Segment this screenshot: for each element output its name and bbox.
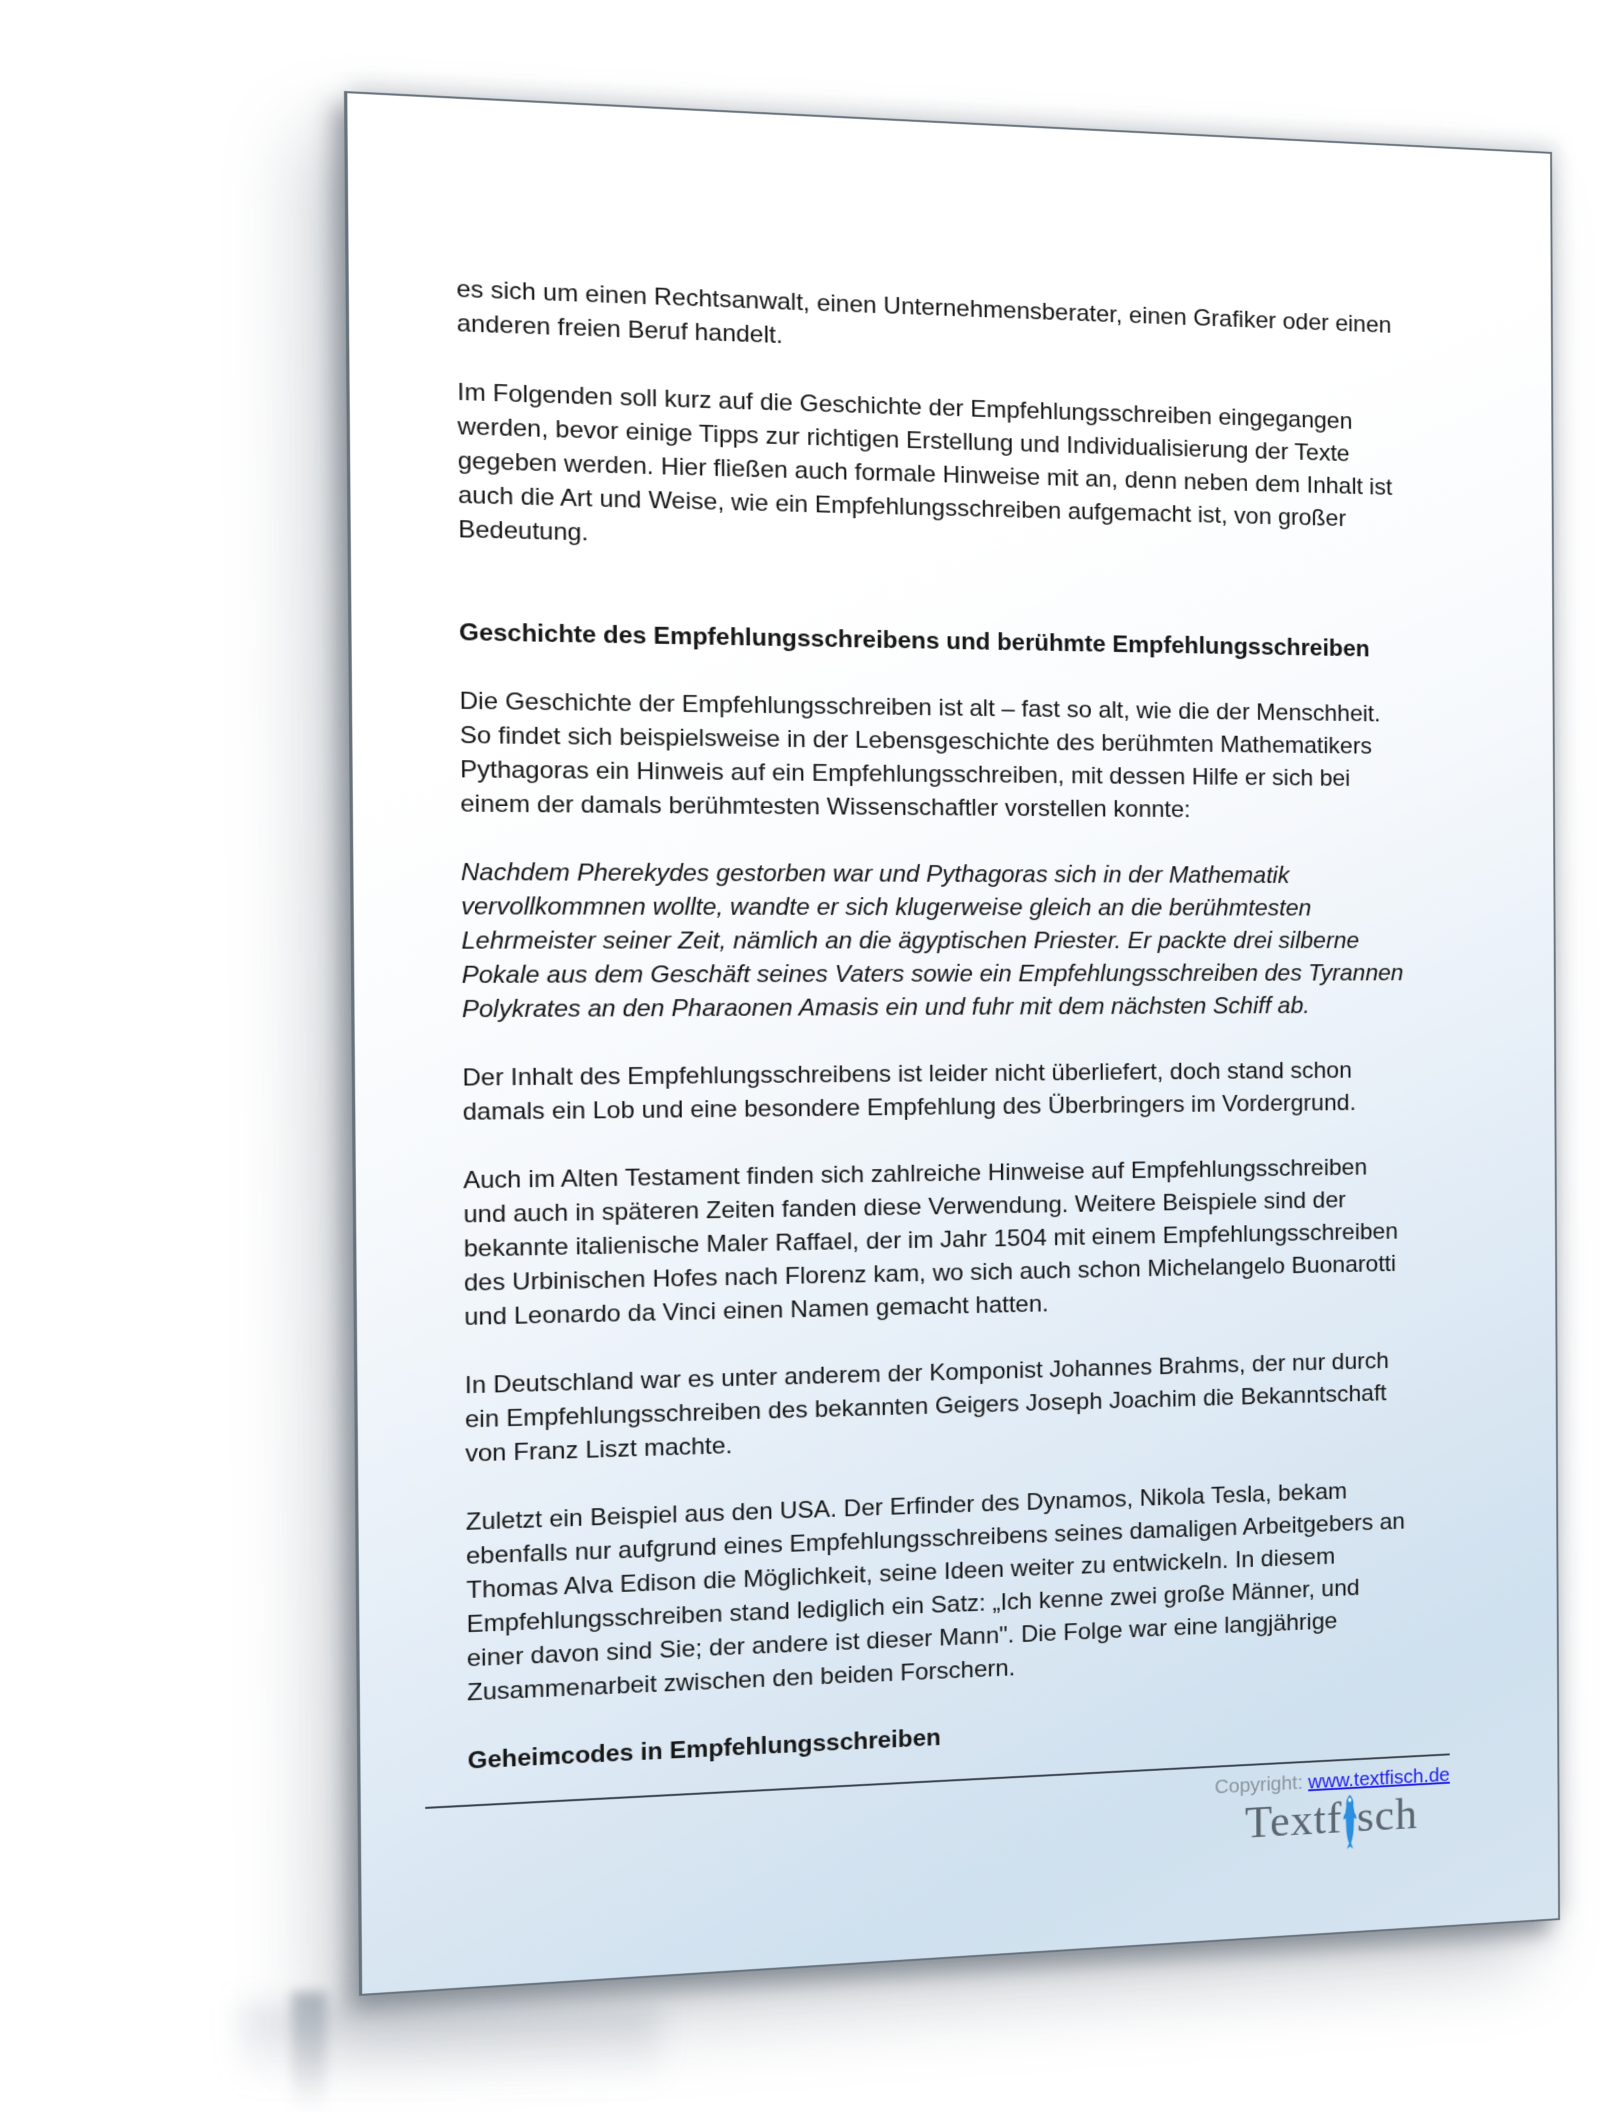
page-reflection-shadow [240, 2005, 660, 2085]
section-heading: Geheimcodes in Empfehlungsschreiben [467, 1724, 941, 1775]
section-heading: Geschichte des Empfehlungsschreibens und berühmte Empfehlungsschreiben [458, 619, 1370, 663]
paragraph: In Deutschland war es unter anderem der Komponist Johannes Brahms, der nur durch ein Empfehlungsschreiben des bekannten Geigers Joseph Joachim die Bekanntschaft von Franz Liszt machte. [464, 1347, 1389, 1468]
paragraph: Die Geschichte der Empfehlungsschreiben ist alt – fast so alt, wie die der Menschheit. So findet sich beispielsweise in der Lebensgeschichte des berühmten Mathematikers Pythagoras ein Hinweis auf ein Empfehlungsschreiben, mit dessen Hilfe er sich bei einem der damals berühmtesten Wissenschaftler vorstellen konnte: [459, 687, 1381, 823]
fish-icon [1341, 1793, 1358, 1853]
quote-paragraph: Nachdem Pherekydes gestorben war und Pythagoras sich in der Mathematik vervollkommnen wollte, wandte er sich klugerweise gleich an die berühmtesten Lehrmeister seiner Zeit, nämlich an die ägyptischen Priester. Er packte drei silberne Pokale aus dem Geschäft seines Vaters sowie ein Empfehlungsschreiben des Tyrannen Polykrates an den Pharaonen Amasis ein und fuhr mit dem nächsten Schiff ab. [460, 858, 1404, 1024]
paragraph: es sich um einen Rechtsanwalt, einen Unternehmensberater, einen Grafiker oder einen anderen freien Beruf handelt. [456, 275, 1392, 350]
logo-text-prefix: Textf [1244, 1793, 1343, 1848]
page-text-column [456, 273, 1506, 1779]
copyright-link[interactable]: www.textfisch.de [1308, 1764, 1450, 1794]
document-page [344, 91, 1560, 1996]
paragraph: Der Inhalt des Empfehlungsschreibens ist leider nicht überliefert, doch stand schon damals ein Lob und eine besondere Empfehlung des Überbringers im Vordergrund. [462, 1057, 1356, 1126]
paragraph: Zuletzt ein Beispiel aus den USA. Der Erfinder des Dynamos, Nikola Tesla, bekam ebenfalls nur aufgrund eines Empfehlungsschreibens seines damaligen Arbeitgebers an Thomas Alva Edison die Möglichkeit, seine Ideen weiter zu entwickeln. In diesem Empfehlungsschreiben stand lediglich ein Satz: „Ich kenne zwei große Männer, und einer davon sind Sie; der andere ist dieser Mann". Die Folge war eine langjährige Zusammenarbeit zwischen den beiden Forschern. [465, 1478, 1406, 1707]
logo-text-suffix: sch [1356, 1789, 1418, 1841]
paragraph: Im Folgenden soll kurz auf die Geschichte der Empfehlungsschreiben eingegangen werden, bevor einige Tipps zur richtigen Erstellung und Individualisierung der Texte gegeben werden. Hier fließen auch formale Hinweise mit an, denn neben dem Inhalt ist auch die Art und Weise, wie ein Empfehlungsschreiben aufgemacht ist, von großer Bedeutung. [457, 378, 1393, 547]
page-footer [425, 1751, 1488, 1906]
copyright-label: Copyright: [1214, 1772, 1309, 1799]
paragraph: Auch im Alten Testament finden sich zahlreiche Hinweise auf Empfehlungsschreiben und auch in späteren Zeiten fanden diese Verwendung. Weitere Beispiele sind der bekannte italienische Maler Raffael, der im Jahr 1504 mit einem Empfehlungsschreiben des Urbinischen Hofes nach Florenz kam, wo sich auch schon Michelangelo Buonarotti und Leonardo da Vinci einen Namen gemacht hatten. [463, 1154, 1399, 1331]
